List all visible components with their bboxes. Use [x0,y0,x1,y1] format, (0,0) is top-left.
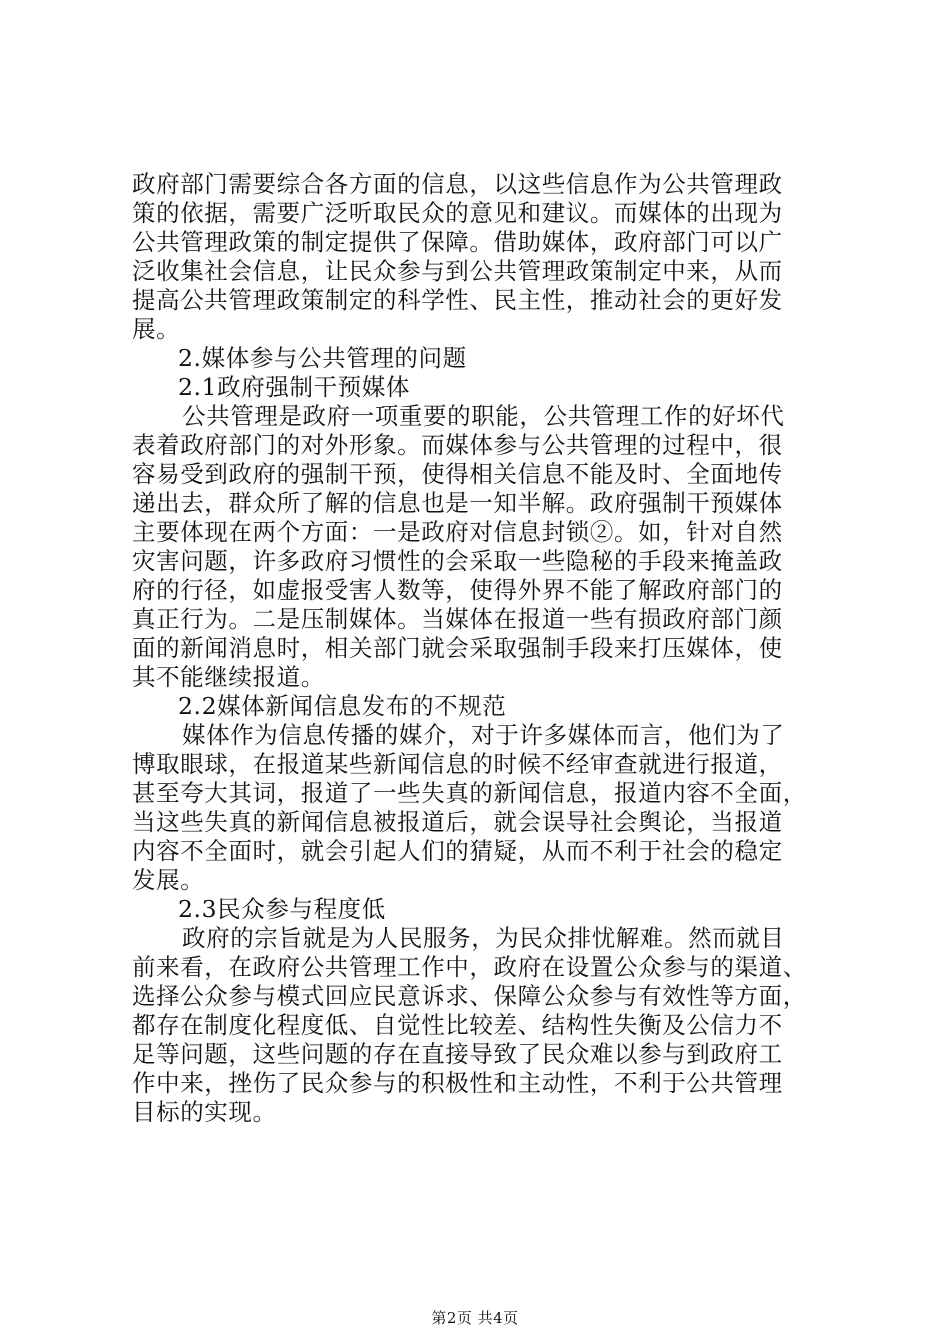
body-line: 策的依据，需要广泛听取民众的意见和建议。而媒体的出现为 [132,199,783,227]
body-line: 府的行径，如虚报受害人数等，使得外界不能了解政府部门的 [132,576,783,604]
body-line: 目标的实现。 [132,1098,277,1126]
body-line: 公共管理政策的制定提供了保障。借助媒体，政府部门可以广 [132,228,783,256]
body-line: 递出去，群众所了解的信息也是一知半解。政府强制干预媒体 [132,489,783,517]
body-line: 内容不全面时，就会引起人们的猜疑，从而不利于社会的稳定 [132,837,783,865]
section-heading: 2.媒体参与公共管理的问题 [178,344,467,372]
body-line: 都存在制度化程度低、自觉性比较差、结构性失衡及公信力不 [132,1011,783,1039]
body-line: 提高公共管理政策制定的科学性、民主性，推动社会的更好发 [132,286,783,314]
body-line: 政府部门需要综合各方面的信息，以这些信息作为公共管理政 [132,170,783,198]
body-line: 其不能继续报道。 [132,663,325,691]
body-line: 展。 [132,315,181,343]
paragraph-first-line: 政府的宗旨就是为人民服务，为民众排忧解难。然而就目 [182,924,785,952]
body-line: 容易受到政府的强制干预，使得相关信息不能及时、全面地传 [132,460,783,488]
document-body [132,170,832,1127]
body-line: 选择公众参与模式回应民意诉求、保障公众参与有效性等方面， [132,982,807,1010]
body-line: 灾害问题，许多政府习惯性的会采取一些隐秘的手段来掩盖政 [132,547,783,575]
body-line: 甚至夸大其词，报道了一些失真的新闻信息，报道内容不全面， [132,779,807,807]
body-line: 当这些失真的新闻信息被报道后，就会误导社会舆论，当报道 [132,808,783,836]
body-line: 发展。 [132,866,205,894]
body-line: 主要体现在两个方面：一是政府对信息封锁②。如，针对自然 [132,518,783,546]
paragraph-first-line: 媒体作为信息传播的媒介，对于许多媒体而言，他们为了 [182,721,785,749]
body-line: 博取眼球，在报道某些新闻信息的时候不经审查就进行报道， [132,750,783,778]
paragraph-first-line: 公共管理是政府一项重要的职能，公共管理工作的好坏代 [182,402,785,430]
body-line: 真正行为。二是压制媒体。当媒体在报道一些有损政府部门颜 [132,605,783,633]
body-line: 泛收集社会信息，让民众参与到公共管理政策制定中来，从而 [132,257,783,285]
subsection-heading: 2.1政府强制干预媒体 [178,373,410,401]
body-line: 足等问题，这些问题的存在直接导致了民众难以参与到政府工 [132,1040,783,1068]
subsection-heading: 2.2媒体新闻信息发布的不规范 [178,692,507,720]
body-line: 前来看，在政府公共管理工作中，政府在设置公众参与的渠道、 [132,953,807,981]
body-line: 面的新闻消息时，相关部门就会采取强制手段来打压媒体，使 [132,634,783,662]
body-line: 作中来，挫伤了民众参与的积极性和主动性，不利于公共管理 [132,1069,783,1097]
body-line: 表着政府部门的对外形象。而媒体参与公共管理的过程中，很 [132,431,783,459]
subsection-heading: 2.3民众参与程度低 [178,895,386,923]
page-number-footer: 第2页 共4页 [431,1309,519,1327]
